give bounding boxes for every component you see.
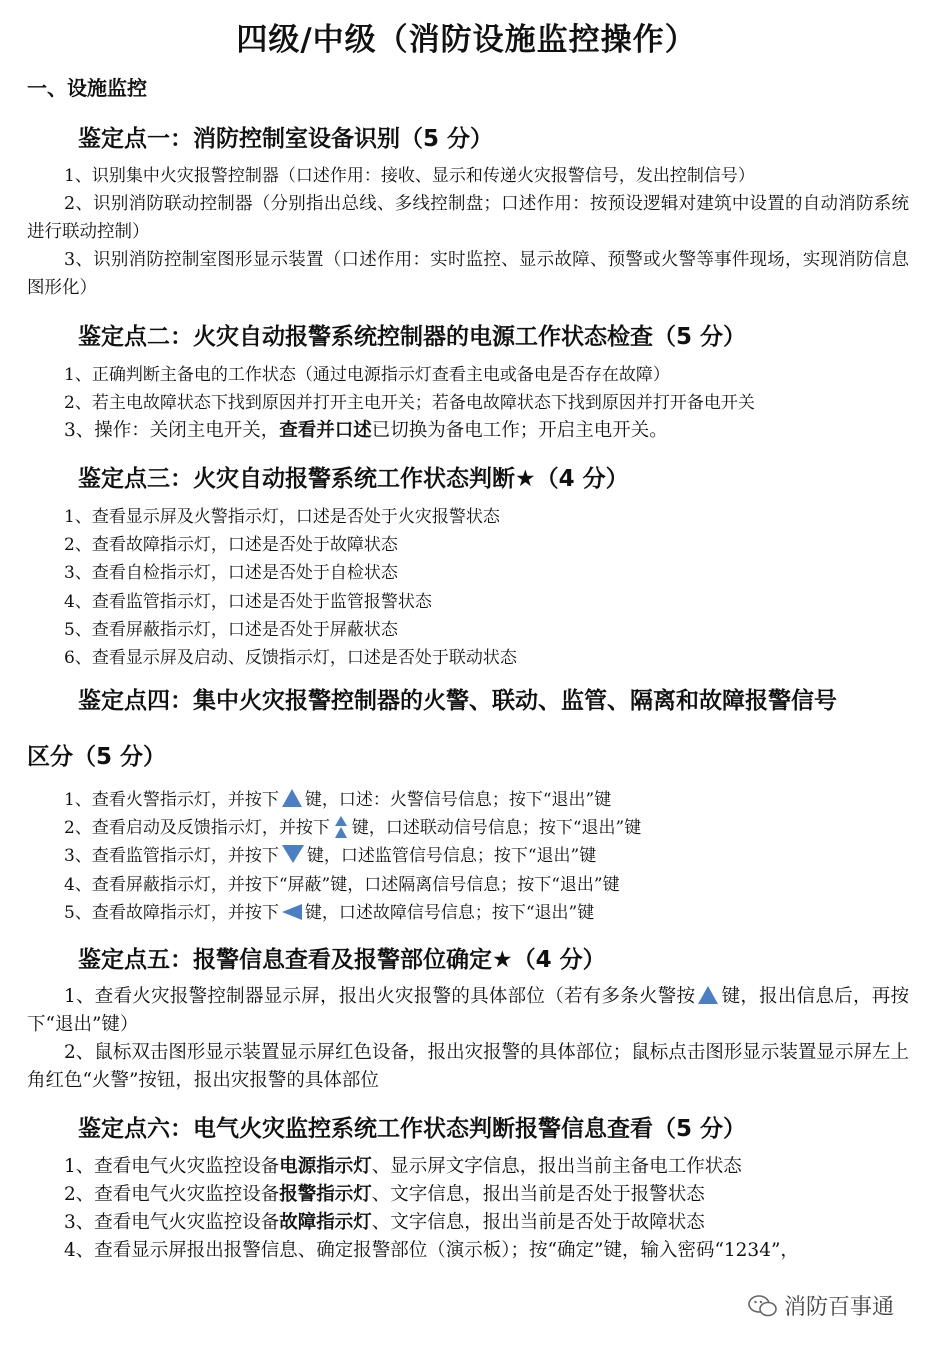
point-3-heading: 鉴定点三：火灾自动报警系统工作状态判断★（4 分）: [78, 466, 629, 492]
point-6-item-3-rest: 、文字信息，报出当前是否处于故障状态: [371, 1212, 705, 1233]
point-5-item-2: 2、鼠标双击图形显示装置显示屏红色设备，报出灾报警的具体部位；鼠标点击图形显示装置显示屏左上角红色“火警”按钮，报出灾报警的具体部位: [27, 1042, 909, 1091]
point-5-heading: 鉴定点五：报警信息查看及报警部位确定★（4 分）: [78, 947, 606, 973]
point-6-item-2-rest: 、文字信息，报出当前是否处于报警状态: [371, 1184, 705, 1205]
point-4-heading: 鉴定点四：集中火灾报警控制器的火警、联动、监管、隔离和故障报警信号区分（5 分）: [27, 688, 837, 770]
point-4-item-2-text: 2、查看启动及反馈指示灯，并按下: [64, 818, 330, 838]
point-3-item: 4、查看监管指示灯，口述是否处于监管报警状态: [64, 592, 432, 612]
point-6-item-1: [64, 1153, 742, 1181]
point-4-item-2-rest: 键，口述联动信号信息；按下“退出”键: [351, 818, 642, 838]
up-triangle-key-icon: [697, 985, 719, 1005]
wechat-icon: [748, 1294, 778, 1318]
down-triangle-key-icon: [281, 844, 305, 864]
point-2-heading: 鉴定点二：火灾自动报警系统控制器的电源工作状态检查（5 分）: [78, 324, 747, 350]
point-4-item-3: [64, 842, 596, 870]
point-1-item-3: 3、识别消防控制室图形显示装置（口述作用：实时监控、显示故障、预警或火警等事件现场，实现消防信息图形化）: [27, 250, 909, 298]
point-2-item-3-text: 3、操作：关闭主电开关，: [64, 420, 280, 441]
point-2-item-3: [64, 417, 668, 445]
up-triangle-key-icon: [281, 788, 303, 808]
point-6-item-4: 4、查看显示屏报出报警信息、确定报警部位（演示板）；按“确定”键，输入密码“1234”，: [64, 1240, 799, 1261]
section-heading: 一、设施监控: [27, 76, 147, 100]
point-4-item-5: [64, 899, 594, 927]
point-2-item-3-rest: 已切换为备电工作；开启主电开关。: [371, 420, 668, 441]
point-4-item-4: 4、查看屏蔽指示灯，并按下“屏蔽”键，口述隔离信号信息；按下“退出”键: [64, 875, 620, 895]
point-3-item: 2、查看故障指示灯，口述是否处于故障状态: [64, 535, 398, 555]
watermark-text: 消防百事通: [784, 1295, 895, 1320]
point-1-item-1: 1、识别集中火灾报警控制器（口述作用：接收、显示和传递火灾报警信号，发出控制信号）: [64, 166, 755, 186]
point-5-item-1-rest: 键，报出信息后，再按下“退出”键）: [27, 986, 909, 1035]
point-3-item: 6、查看显示屏及启动、反馈指示灯，口述是否处于联动状态: [64, 648, 517, 668]
page-title: 四级/中级（消防设施监控操作）: [236, 22, 697, 58]
point-1-item-2: 2、识别消防联动控制器（分别指出总线、多线控制盘；口述作用：按预设逻辑对建筑中设置的自动消防系统进行联动控制）: [27, 194, 909, 242]
point-3-item: 5、查看屏蔽指示灯，口述是否处于屏蔽状态: [64, 620, 398, 640]
point-5-item-1-text: 1、查看火灾报警控制器显示屏，报出火灾报警的具体部位（若有多条火警按: [64, 986, 696, 1007]
point-6-item-1-text: 1、查看电气火灾监控设备: [64, 1156, 280, 1177]
point-6-item-3: [64, 1209, 705, 1237]
point-2-item-1: 1、正确判断主备电的工作状态（通过电源指示灯查看主电或备电是否存在故障）: [64, 365, 670, 385]
point-6-item-3-text: 3、查看电气火灾监控设备: [64, 1212, 280, 1233]
point-4-item-1-rest: 键，口述：火警信号信息；按下“退出”键: [304, 790, 612, 810]
point-4-item-5-text: 5、查看故障指示灯，并按下: [64, 903, 279, 923]
point-4-item-3-text: 3、查看监管指示灯，并按下: [64, 846, 279, 866]
point-4-item-1-text: 1、查看火警指示灯，并按下: [64, 790, 279, 810]
point-6-item-3-emphasis: 故障指示灯: [279, 1212, 372, 1233]
point-3-item: 3、查看自检指示灯，口述是否处于自检状态: [64, 563, 398, 583]
point-6-item-1-emphasis: 电源指示灯: [279, 1156, 372, 1177]
point-2-item-3-emphasis: 查看并口述: [279, 420, 372, 441]
point-6-item-2-text: 2、查看电气火灾监控设备: [64, 1184, 280, 1205]
point-4-item-2: [64, 814, 641, 842]
point-3-item: 1、查看显示屏及火警指示灯，口述是否处于火灾报警状态: [64, 507, 500, 527]
point-6-item-2-emphasis: 报警指示灯: [279, 1184, 372, 1205]
point-6-item-1-rest: 、显示屏文字信息，报出当前主备电工作状态: [371, 1156, 742, 1177]
double-up-triangle-key-icon: [332, 815, 350, 839]
point-5-item-1: [27, 983, 909, 1039]
point-4-item-1: [64, 786, 611, 814]
left-triangle-key-icon: [281, 903, 303, 921]
point-1-heading: 鉴定点一：消防控制室设备识别（5 分）: [78, 126, 494, 152]
point-6-item-2: [64, 1181, 705, 1209]
point-6-heading: 鉴定点六：电气火灾监控系统工作状态判断报警信息查看（5 分）: [78, 1116, 747, 1142]
point-4-item-5-rest: 键，口述故障信号信息；按下“退出”键: [304, 903, 595, 923]
point-4-item-3-rest: 键，口述监管信号信息；按下“退出”键: [306, 846, 597, 866]
point-2-item-2: 2、若主电故障状态下找到原因并打开主电开关；若备电故障状态下找到原因并打开备电开关: [64, 393, 755, 413]
watermark: [748, 1290, 894, 1321]
